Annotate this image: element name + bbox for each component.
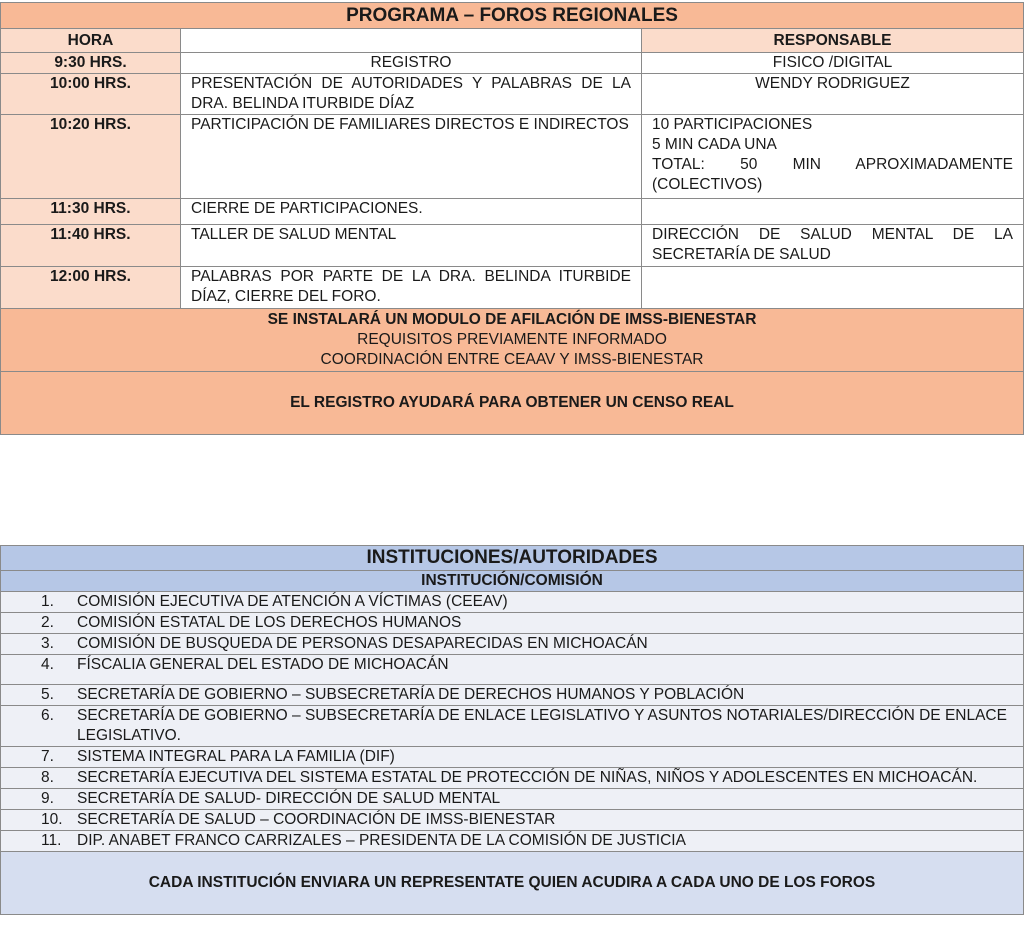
table-row	[1, 115, 1024, 199]
item-text: DIP. ANABET FRANCO CARRIZALES – PRESIDENTA DE LA COMISIÓN DE JUSTICIA	[77, 832, 686, 849]
table-row	[1, 53, 1024, 74]
list-item	[1, 768, 1024, 789]
census-note: EL REGISTRO AYUDARÁ PARA OBTENER UN CENSO REAL	[1, 372, 1024, 435]
item-text: COMISIÓN DE BUSQUEDA DE PERSONAS DESAPARECIDAS EN MICHOACÁN	[77, 635, 648, 652]
row-hora: 10:20 HRS.	[1, 115, 181, 199]
imss-module-note	[1, 309, 1024, 372]
list-item	[1, 747, 1024, 768]
item-number: 4.	[41, 656, 54, 673]
institutions-subtitle: INSTITUCIÓN/COMISIÓN	[1, 571, 1024, 592]
row-hora: 12:00 HRS.	[1, 267, 181, 309]
institutions-footer: CADA INSTITUCIÓN ENVIARA UN REPRESENTATE QUIEN ACUDIRA A CADA UNO DE LOS FOROS	[1, 852, 1024, 915]
row-activity: PALABRAS POR PARTE DE LA DRA. BELINDA ITURBIDE DÍAZ, CIERRE DEL FORO.	[181, 267, 642, 309]
item-number: 11.	[41, 832, 62, 849]
row-hora: 11:40 HRS.	[1, 225, 181, 267]
list-item	[1, 592, 1024, 613]
row-hora: 11:30 HRS.	[1, 199, 181, 225]
program-title: PROGRAMA – FOROS REGIONALES	[1, 3, 1024, 29]
institutions-title: INSTITUCIONES/AUTORIDADES	[1, 546, 1024, 571]
header-activity	[181, 29, 642, 53]
item-number: 5.	[41, 686, 54, 703]
item-number: 3.	[41, 635, 54, 652]
row-responsable: WENDY RODRIGUEZ	[642, 74, 1024, 115]
row-activity: PRESENTACIÓN DE AUTORIDADES Y PALABRAS DE LA DRA. BELINDA ITURBIDE DÍAZ	[181, 74, 642, 115]
list-item	[1, 810, 1024, 831]
note-line: COORDINACIÓN ENTRE CEAAV Y IMSS-BIENESTAR	[320, 351, 704, 368]
institutions-table	[0, 545, 1024, 915]
row-activity: TALLER DE SALUD MENTAL	[181, 225, 642, 267]
item-text: COMISIÓN ESTATAL DE LOS DERECHOS HUMANOS	[77, 614, 462, 631]
row-activity: REGISTRO	[181, 53, 642, 74]
list-item	[1, 655, 1024, 685]
table-row	[1, 74, 1024, 115]
note-line: REQUISITOS PREVIAMENTE INFORMADO	[357, 331, 667, 348]
item-text: SECRETARÍA DE GOBIERNO – SUBSECRETARÍA DE ENLACE LEGISLATIVO Y ASUNTOS NOTARIALES/DIRECCIÓN DE ENLACE LEGISLATIVO.	[77, 707, 1007, 744]
list-item	[1, 613, 1024, 634]
item-text: SISTEMA INTEGRAL PARA LA FAMILIA (DIF)	[77, 748, 395, 765]
table-row	[1, 267, 1024, 309]
item-number: 2.	[41, 614, 54, 631]
table-row	[1, 199, 1024, 225]
header-responsable: RESPONSABLE	[642, 29, 1024, 53]
item-text: SECRETARÍA DE SALUD – COORDINACIÓN DE IMSS-BIENESTAR	[77, 811, 556, 828]
item-number: 8.	[41, 769, 54, 786]
row-responsable: FISICO /DIGITAL	[642, 53, 1024, 74]
header-hora: HORA	[1, 29, 181, 53]
item-text: SECRETARÍA DE SALUD- DIRECCIÓN DE SALUD MENTAL	[77, 790, 501, 807]
row-activity: PARTICIPACIÓN DE FAMILIARES DIRECTOS E INDIRECTOS	[181, 115, 642, 199]
row-responsable	[642, 199, 1024, 225]
item-number: 10.	[41, 811, 63, 828]
list-item	[1, 634, 1024, 655]
row-responsable: DIRECCIÓN DE SALUD MENTAL DE LA SECRETARÍA DE SALUD	[642, 225, 1024, 267]
responsable-line: TOTAL: 50 MIN APROXIMADAMENTE (COLECTIVOS)	[652, 156, 1014, 193]
item-number: 1.	[41, 593, 54, 610]
responsable-line: 5 MIN CADA UNA	[652, 136, 777, 153]
item-text: FÍSCALIA GENERAL DEL ESTADO DE MICHOACÁN	[77, 656, 449, 673]
item-text: SECRETARÍA EJECUTIVA DEL SISTEMA ESTATAL DE PROTECCIÓN DE NIÑAS, NIÑOS Y ADOLESCENTES EN MICHOACÁN.	[77, 769, 978, 786]
row-responsable	[642, 267, 1024, 309]
item-text: SECRETARÍA DE GOBIERNO – SUBSECRETARÍA DE DERECHOS HUMANOS Y POBLACIÓN	[77, 686, 745, 703]
row-hora: 9:30 HRS.	[1, 53, 181, 74]
list-item	[1, 789, 1024, 810]
item-text: COMISIÓN EJECUTIVA DE ATENCIÓN A VÍCTIMAS (CEEAV)	[77, 593, 508, 610]
row-responsable	[642, 115, 1024, 199]
list-item	[1, 685, 1024, 706]
table-row	[1, 225, 1024, 267]
item-number: 7.	[41, 748, 54, 765]
item-number: 6.	[41, 707, 54, 724]
note-title: SE INSTALARÁ UN MODULO DE AFILACIÓN DE IMSS-BIENESTAR	[267, 311, 757, 328]
row-hora: 10:00 HRS.	[1, 74, 181, 115]
list-item	[1, 706, 1024, 747]
item-number: 9.	[41, 790, 54, 807]
row-activity: CIERRE DE PARTICIPACIONES.	[181, 199, 642, 225]
list-item	[1, 831, 1024, 852]
program-table	[0, 2, 1024, 435]
responsable-line: 10 PARTICIPACIONES	[652, 116, 813, 133]
